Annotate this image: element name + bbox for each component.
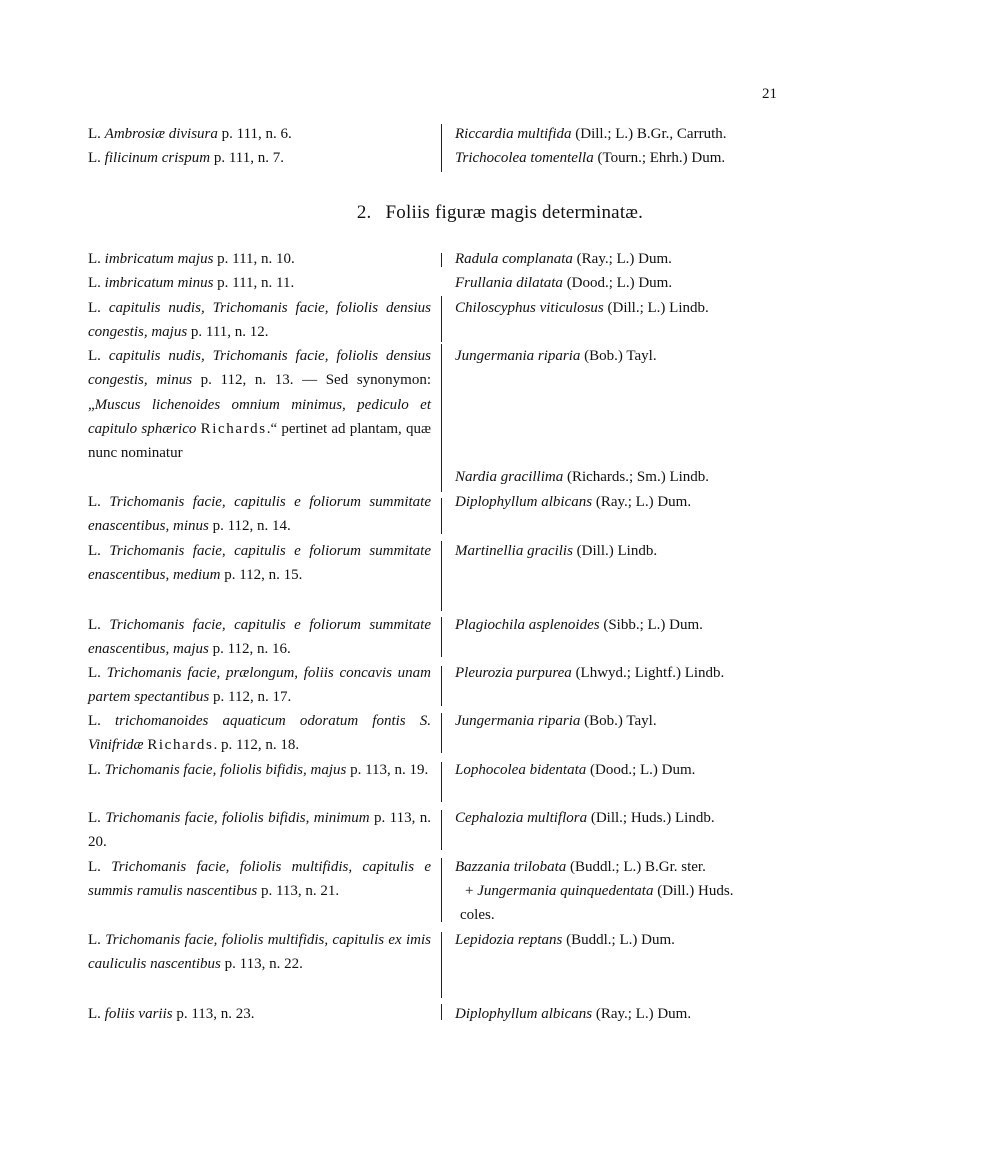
entry-left: L. Trichomanis facie, foliolis bifidis, majus p. 113, n. 19.: [88, 762, 429, 778]
entry-left: L. Trichomanis facie, foliolis multifidis, capitulis e summis ramulis nascentibus p. 113, n. 21.: [88, 859, 431, 900]
column-separator: [441, 253, 442, 267]
entry-right-continuation: + Jungermania quinquedentata (Dill.) Huds.: [465, 883, 734, 899]
column-separator: [441, 344, 442, 492]
entry-left: L. imbricatum majus p. 111, n. 10.: [88, 251, 295, 267]
entry-right: Trichocolea tomentella (Tourn.; Ehrh.) Dum.: [455, 150, 726, 166]
entry-left: L. imbricatum minus p. 111, n. 11.: [88, 275, 295, 291]
entry-left: L. capitulis nudis, Trichomanis facie, foliolis densius congestis, minus p. 112, n. 13. — Sed synonymon: „Muscus lichenoides omnium minimus, pediculo et capitulo sphærico Richards.“ pertinet ad plantam, quæ nunc nominatur: [88, 348, 432, 462]
column-separator: [441, 858, 442, 922]
entry-left: L. Trichomanis facie, capitulis e foliorum summitate enascentibus, majus p. 112, n. 16.: [88, 617, 431, 658]
entry-right: Nardia gracillima (Richards.; Sm.) Lindb.: [455, 469, 710, 485]
column-separator: [441, 296, 442, 342]
entry-right: Frullania dilatata (Dood.; L.) Dum.: [455, 275, 673, 291]
entry-right: Bazzania trilobata (Buddl.; L.) B.Gr. ster.: [455, 859, 706, 875]
entry-right: Radula complanata (Ray.; L.) Dum.: [455, 251, 672, 267]
entry-right-continuation: coles.: [460, 907, 495, 923]
column-separator: [441, 932, 442, 998]
entry-left: L. Trichomanis facie, prælongum, foliis concavis unam partem spectantibus p. 112, n. 17.: [88, 665, 431, 706]
entry-right: Martinellia gracilis (Dill.) Lindb.: [455, 543, 658, 559]
column-separator: [441, 1004, 442, 1020]
entry-right: Lophocolea bidentata (Dood.; L.) Dum.: [455, 762, 696, 778]
entry-right: Diplophyllum albicans (Ray.; L.) Dum.: [455, 494, 692, 510]
entry-left: L. Trichomanis facie, foliolis bifidis, minimum p. 113, n. 20.: [88, 810, 431, 851]
column-separator: [441, 666, 442, 706]
entry-left: L. filicinum crispum p. 111, n. 7.: [88, 150, 284, 166]
column-separator: [441, 762, 442, 802]
column-separator: [441, 541, 442, 611]
entry-right: Chiloscyphus viticulosus (Dill.; L.) Lindb.: [455, 300, 709, 316]
entry-left: L. foliis variis p. 113, n. 23.: [88, 1006, 255, 1022]
entry-left: L. trichomanoides aquaticum odoratum fontis S. Vinifridæ Richards. p. 112, n. 18.: [88, 713, 431, 754]
column-separator: [441, 713, 442, 753]
entry-right: Pleurozia purpurea (Lhwyd.; Lightf.) Lindb.: [455, 665, 725, 681]
entry-left: L. Trichomanis facie, capitulis e foliorum summitate enascentibus, minus p. 112, n. 14.: [88, 494, 431, 535]
entry-left: L. Ambrosiæ divisura p. 111, n. 6.: [88, 126, 292, 142]
entry-left: L. capitulis nudis, Trichomanis facie, foliolis densius congestis, majus p. 111, n. 12.: [88, 300, 431, 341]
entry-left: L. Trichomanis facie, foliolis multifidis, capitulis ex imis cauliculis nascentibus p. 113, n. 22.: [88, 932, 431, 973]
page-number: 21: [762, 86, 777, 102]
column-separator: [441, 617, 442, 657]
entry-right: Diplophyllum albicans (Ray.; L.) Dum.: [455, 1006, 692, 1022]
section-heading: 2. Foliis figuræ magis determinatæ.: [356, 202, 644, 223]
entry-left: L. Trichomanis facie, capitulis e foliorum summitate enascentibus, medium p. 112, n. 15.: [88, 543, 431, 584]
entry-right: Jungermania riparia (Bob.) Tayl.: [455, 713, 657, 729]
entry-right: Riccardia multifida (Dill.; L.) B.Gr., Carruth.: [455, 126, 727, 142]
entry-right: Jungermania riparia (Bob.) Tayl.: [455, 348, 657, 364]
entry-right: Cephalozia multiflora (Dill.; Huds.) Lindb.: [455, 810, 715, 826]
entry-right: Plagiochila asplenoides (Sibb.; L.) Dum.: [455, 617, 703, 633]
entry-right: Lepidozia reptans (Buddl.; L.) Dum.: [455, 932, 675, 948]
column-separator: [441, 498, 442, 534]
column-separator: [441, 124, 442, 172]
column-separator: [441, 810, 442, 850]
